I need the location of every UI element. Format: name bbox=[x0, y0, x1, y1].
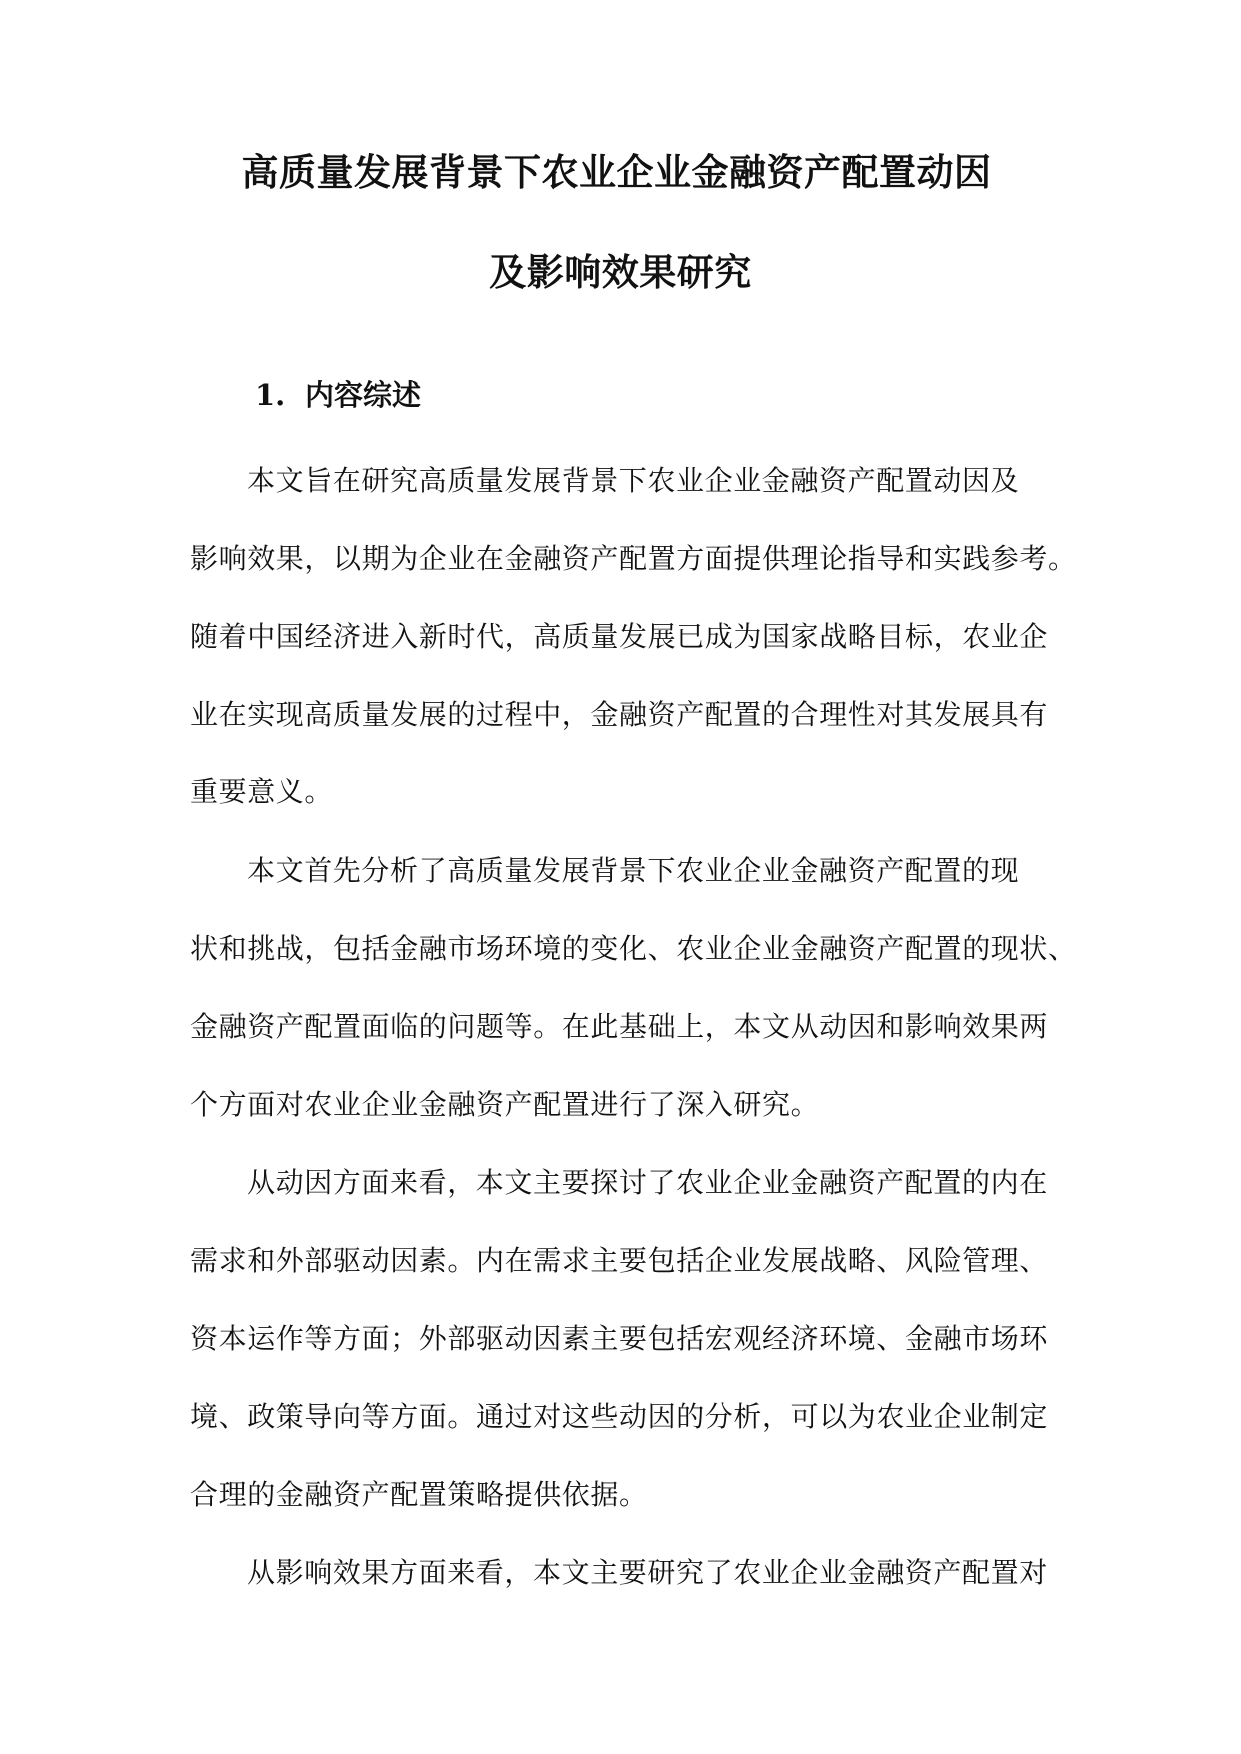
body-text-line: 合理的金融资产配置策略提供依据。 bbox=[190, 1478, 648, 1511]
body-text-line: 本文首先分析了高质量发展背景下农业企业金融资产配置的现 bbox=[247, 854, 1020, 887]
body-text-line: 本文旨在研究高质量发展背景下农业企业金融资产配置动因及 bbox=[247, 464, 1020, 497]
section-title: 内容综述 bbox=[305, 378, 422, 412]
body-text-line: 需求和外部驱动因素。内在需求主要包括企业发展战略、风险管理、 bbox=[190, 1244, 1049, 1277]
body-text-line: 个方面对农业企业金融资产配置进行了深入研究。 bbox=[190, 1088, 820, 1121]
document-title-line-1: 高质量发展背景下农业企业金融资产配置动因 bbox=[241, 151, 992, 194]
body-text-line: 随着中国经济进入新时代，高质量发展已成为国家战略目标，农业企 bbox=[190, 620, 1049, 653]
section-heading bbox=[255, 375, 421, 415]
body-text-line: 状和挑战，包括金融市场环境的变化、农业企业金融资产配置的现状、 bbox=[190, 932, 1077, 965]
document-title-line-2: 及影响效果研究 bbox=[489, 251, 752, 294]
section-number: 1. bbox=[255, 378, 286, 412]
body-text-line: 金融资产配置面临的问题等。在此基础上，本文从动因和影响效果两 bbox=[190, 1010, 1049, 1043]
body-text-line: 从动因方面来看，本文主要探讨了农业企业金融资产配置的内在 bbox=[247, 1166, 1048, 1199]
body-text-line: 重要意义。 bbox=[190, 775, 334, 808]
body-text-line: 影响效果，以期为企业在金融资产配置方面提供理论指导和实践参考。 bbox=[190, 542, 1077, 575]
body-text-line: 境、政策导向等方面。通过对这些动因的分析，可以为农业企业制定 bbox=[190, 1400, 1049, 1433]
body-text-line: 业在实现高质量发展的过程中，金融资产配置的合理性对其发展具有 bbox=[190, 698, 1049, 731]
body-text-line: 资本运作等方面；外部驱动因素主要包括宏观经济环境、金融市场环 bbox=[190, 1322, 1049, 1355]
body-text-line: 从影响效果方面来看，本文主要研究了农业企业金融资产配置对 bbox=[247, 1556, 1048, 1589]
